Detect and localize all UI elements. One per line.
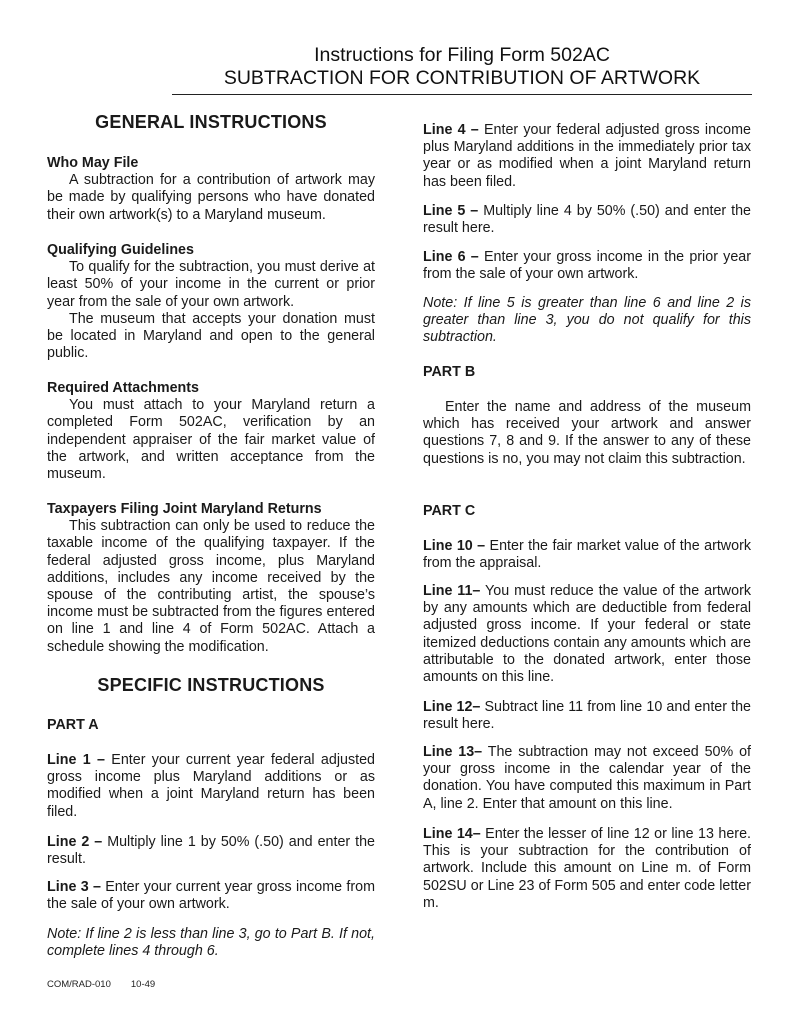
who-may-file-section [47, 155, 375, 224]
line-4-text: Enter your federal adjusted gross income plus Maryland additions in the immediately prior tax year or as modified when a joint Maryland return has been filed. [423, 122, 751, 190]
line-10 [423, 538, 751, 572]
document-title: Instructions for Filing Form 502AC [314, 44, 610, 66]
specific-instructions-heading: SPECIFIC INSTRUCTIONS [97, 675, 325, 695]
part-c-heading: PART C [423, 503, 476, 519]
line-3-label: Line 3 – [47, 879, 101, 895]
line-12 [423, 699, 751, 733]
line-14-label: Line 14– [423, 826, 481, 842]
line-11-label: Line 11– [423, 583, 481, 599]
part-a-note-text: Note: If line 2 is less than line 3, go to Part B. If not, complete lines 4 through 6. [47, 926, 375, 960]
part-a-heading-block [47, 717, 375, 734]
part-a-cont-note [423, 295, 751, 347]
qualifying-guidelines-section [47, 242, 375, 362]
line-13-text: The subtraction may not exceed 50% of your gross income in the calendar year of the donation. You have computed this maximum in Part A, line 2. Enter that amount on this line. [423, 744, 751, 812]
part-a-cont-note-text: Note: If line 5 is greater than line 6 and line 2 is greater than line 3, you do not qualify for this subtraction. [423, 295, 751, 346]
required-attachments-heading: Required Attachments [47, 380, 199, 396]
required-attachments-section [47, 380, 375, 483]
line-6-text: Enter your gross income in the prior year from the sale of your own artwork. [423, 249, 751, 283]
form-revision: 10-49 [130, 979, 156, 990]
page-footer [47, 979, 155, 990]
line-13 [423, 744, 751, 813]
document-subtitle: SUBTRACTION FOR CONTRIBUTION OF ARTWORK [223, 67, 701, 89]
part-a-note [47, 926, 375, 960]
line-3-text: Enter your current year gross income from the sale of your own artwork. [47, 879, 375, 913]
part-b-section [423, 399, 751, 468]
line-1 [47, 752, 375, 821]
line-2-text: Multiply line 1 by 50% (.50) and enter the result. [47, 834, 376, 868]
part-b-heading: PART B [423, 364, 476, 380]
line-6 [423, 249, 751, 283]
required-attachments-text: You must attach to your Maryland return a completed Form 502AC, verification by an independent appraiser of the fair market value of the artwork, and written acceptance from the museum. [47, 397, 375, 483]
line-4-label: Line 4 – [423, 122, 479, 138]
line-6-label: Line 6 – [423, 249, 479, 265]
document-header [172, 44, 752, 90]
line-14-text: Enter the lesser of line 12 or line 13 here. This is your subtraction for the contribution of artwork. Include this amount on Line m. of Form 502SU or Line 23 of Form 505 and enter code letter m. [423, 826, 751, 911]
line-14 [423, 826, 751, 912]
line-1-label: Line 1 – [47, 752, 105, 768]
line-5-text: Multiply line 4 by 50% (.50) and enter the result here. [423, 203, 752, 237]
part-b-text: Enter the name and address of the museum which has received your artwork and answer questions 7, 8 and 9. If the answer to any of these questions is no, you may not claim this subtraction. [423, 399, 751, 467]
joint-returns-text: This subtraction can only be used to reduce the taxable income of the qualifying taxpayer. If the federal adjusted gross income, plus Maryland additions, includes any income received by the spouse of the contributing artist, the spouse’s income must be subtracted from the figures entered on line 1 and line 4 of Form 502AC. Attach a schedule showing the modification. [47, 518, 375, 655]
joint-returns-heading: Taxpayers Filing Joint Maryland Returns [47, 501, 322, 517]
who-may-file-heading: Who May File [47, 155, 139, 171]
line-2-label: Line 2 – [47, 834, 103, 850]
line-4 [423, 122, 751, 191]
line-11-text: You must reduce the value of the artwork by any amounts which are deductible from federal adjusted gross income. If your federal or state itemized deductions contain any amounts which are attributable to the donated artwork, enter those amounts on this line. [423, 583, 751, 686]
line-5 [423, 203, 751, 237]
part-b-heading-block [423, 364, 751, 381]
line-10-text: Enter the fair market value of the artwork from the appraisal. [423, 538, 751, 572]
joint-returns-section [47, 501, 375, 656]
qualifying-guidelines-text-1: To qualify for the subtraction, you must derive at least 50% of your income in the current or prior year from the sale of your own artwork. [47, 259, 375, 310]
part-c-heading-block [423, 503, 751, 520]
line-5-label: Line 5 – [423, 203, 479, 219]
line-12-text: Subtract line 11 from line 10 and enter the result here. [423, 699, 752, 733]
form-code: COM/RAD-010 [47, 979, 111, 990]
line-11 [423, 583, 751, 686]
line-2 [47, 834, 375, 868]
line-12-label: Line 12– [423, 699, 481, 715]
line-10-label: Line 10 – [423, 538, 486, 554]
qualifying-guidelines-heading: Qualifying Guidelines [47, 242, 194, 258]
general-instructions-heading: GENERAL INSTRUCTIONS [95, 112, 327, 132]
line-13-label: Line 13– [423, 744, 483, 760]
line-1-text: Enter your current year federal adjusted gross income plus Maryland additions or as modified when a joint Maryland return has been filed. [47, 752, 375, 820]
header-rule [172, 94, 752, 95]
qualifying-guidelines-text-2: The museum that accepts your donation must be located in Maryland and open to the general public. [47, 310, 375, 362]
line-3 [47, 879, 375, 913]
part-a-heading: PART A [47, 717, 99, 733]
who-may-file-text: A subtraction for a contribution of artwork may be made by qualifying persons who have donated their own artwork(s) to a Maryland museum. [47, 172, 375, 223]
